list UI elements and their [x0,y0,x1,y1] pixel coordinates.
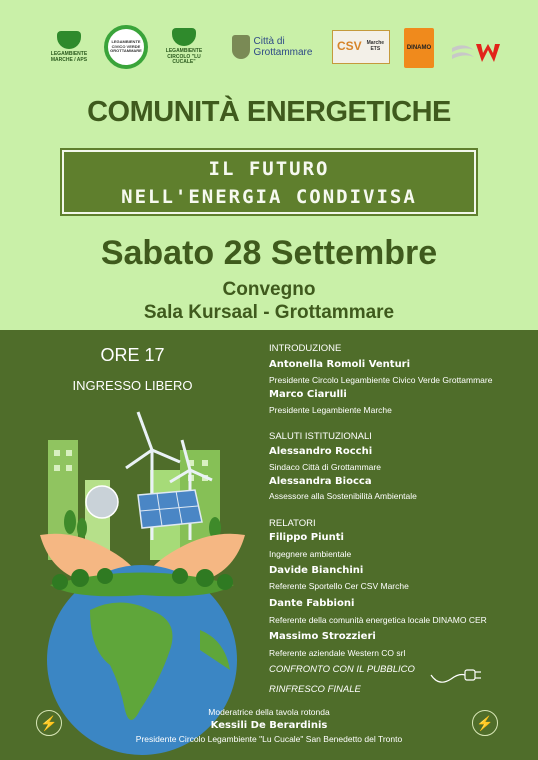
moderator-name: Kessili De Berardinis [210,720,328,731]
solar-panel-icon [138,490,202,528]
legambiente-logo-icon [57,31,81,49]
saluti-heading: SALUTI ISTITUZIONALI [269,431,372,442]
dinamo-logo-icon: DINAMO [406,44,432,51]
speaker-name: Alessandro Rocchi [269,446,373,457]
dinamo-logo [404,28,434,68]
lu-cucale-logo: LEGAMBIENTE CIRCOLO "LU CUCALE" [158,24,210,70]
entry-info: INGRESSO LIBERO [72,378,193,393]
plug-icon [429,661,489,689]
subtitle-box [62,150,476,214]
legambiente-marche-logo: LEGAMBIENTE MARCHE / APS [42,24,96,70]
moderator-label: Moderatrice della tavola rotonda [208,707,330,717]
relatori-heading: RELATORI [269,518,316,529]
csv-marche-logo: CSV Marche ETS [332,30,390,64]
speaker-name: Davide Bianchini [269,565,364,576]
speaker-name: Massimo Strozzieri [269,631,376,642]
legambiente-logo-icon [172,28,196,46]
subtitle-line-1: IL FUTURO [208,158,330,180]
speaker-name: Antonella Romoli Venturi [269,359,411,370]
event-type: Convegno [222,279,316,300]
event-date: Sabato 28 Settembre [100,234,438,272]
speaker-role: Referente della comunità energetica locale DINAMO CER [269,615,487,625]
subtitle-line-2: NELL'ENERGIA CONDIVISA [121,186,417,208]
speaker-role: Ingegnere ambientale [269,549,352,559]
moderator-role: Presidente Circolo Legambiente "Lu Cucale" San Benedetto del Tronto [135,734,403,744]
intro-heading: INTRODUZIONE [269,343,342,354]
civico-verde-logo [101,24,151,70]
event-time: ORE 17 [100,345,165,365]
grottammare-crest-icon [232,35,250,59]
western-co-logo-icon [450,40,506,66]
speaker-name: Marco Ciarulli [269,389,347,400]
speaker-role: Referente aziendale Western CO srl [269,648,406,658]
event-venue: Sala Kursaal - Grottammare [143,302,395,323]
civico-verde-logo-icon: LEGAMBIENTE CIVICO VERDE GROTTAMMARE [104,25,148,69]
lightning-bolt-icon: ⚡ [36,710,62,736]
confronto-item: CONFRONTO CON IL PUBBLICO [269,664,415,675]
speaker-name: Dante Fabbioni [269,598,355,609]
western-co-logo [450,30,506,76]
speaker-role: Presidente Legambiente Marche [269,405,392,415]
rinfresco-item: RINFRESCO FINALE [269,684,361,695]
speaker-name: Filippo Piunti [269,532,344,543]
page-title: COMUNITÀ ENERGETICHE [87,96,451,128]
speaker-role: Sindaco Città di Grottammare [269,462,381,472]
speaker-name: Alessandra Biocca [269,476,372,487]
grottammare-logo: Città di Grottammare [222,24,322,70]
csv-logo-icon: CSV [337,39,362,54]
lightning-bolt-icon: ⚡ [472,710,498,736]
speaker-role: Presidente Circolo Legambiente Civico Verde Grottammare [269,375,493,385]
speaker-role: Referente Sportello Cer CSV Marche [269,581,409,591]
speaker-role: Assessore alla Sostenibilità Ambientale [269,491,417,501]
energy-illustration [30,410,255,755]
